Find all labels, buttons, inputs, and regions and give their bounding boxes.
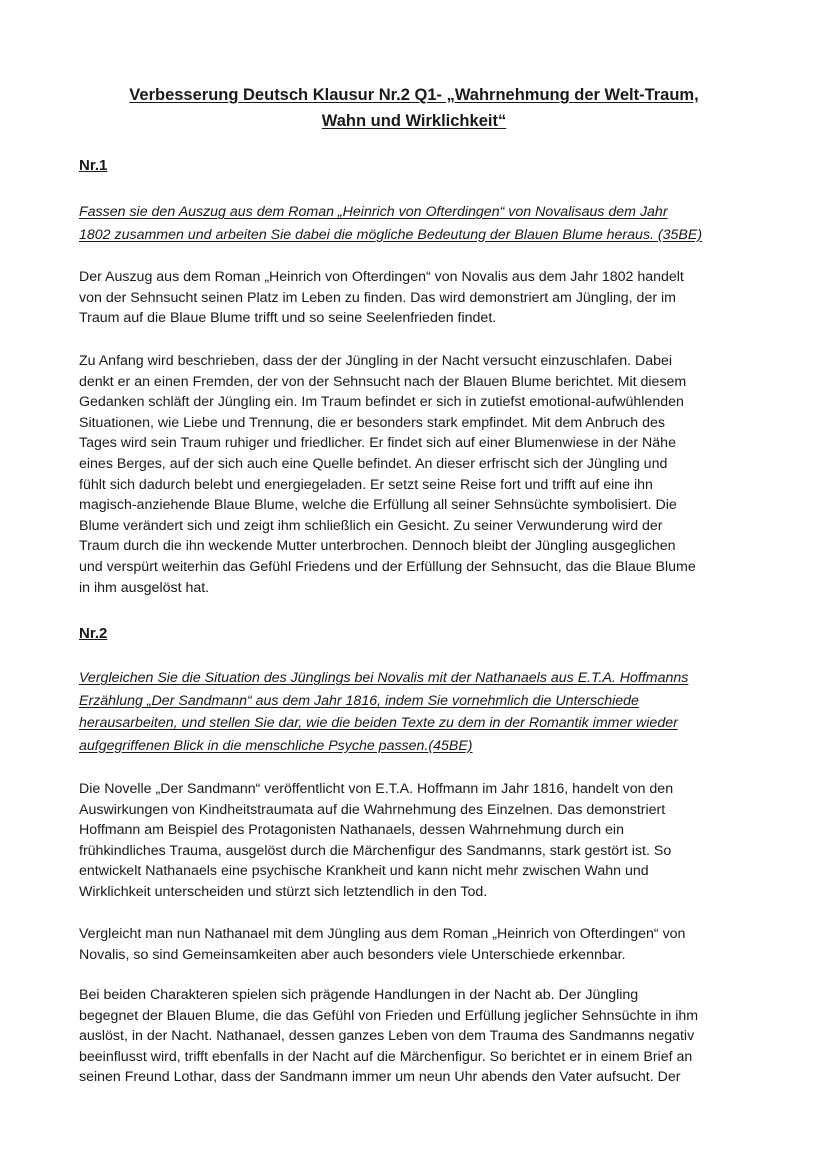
section-2-heading: Nr.2	[79, 625, 108, 642]
section-1-task: Fassen sie den Auszug aus dem Roman „Heinrich von Ofterdingen“ von Novalisaus dem Jahr 1802 zusammen und arbeiten Sie dabei die mögliche Bedeutung der Blauen Blume heraus. (35BE)	[79, 204, 703, 243]
document-title: Verbesserung Deutsch Klausur Nr.2 Q1- „Wahrnehmung der Welt-Traum, Wahn und Wirklichkeit“	[129, 86, 699, 130]
section-1-heading: Nr.1	[79, 157, 108, 174]
section-1-paragraph-1: Der Auszug aus dem Roman „Heinrich von Ofterdingen“ von Novalis aus dem Jahr 1802 handelt von der Sehnsucht seinen Platz im Leben zu finden. Das wird demonstriert am Jüngling, der im Traum auf die Blaue Blume trifft und so seine Seelenfrieden findet.	[79, 269, 684, 327]
section-1-paragraph-2: Zu Anfang wird beschrieben, dass der der Jüngling in der Nacht versucht einzuschlafen. Dabei denkt er an einen Fremden, der von der Sehnsucht nach der Blauen Blume berichtet. Mit diesem Gedanken schläft der Jüngling ein. Im Traum befindet er sich in zutiefst emotional-aufwühlenden Situationen, wie Liebe und Trennung, die er besonders stark empfindet. Mit dem Anbruch des Tages wird sein Traum ruhiger und friedlicher. Er findet sich auf einer Blumenwiese in der Nähe eines Berges, auf der sich auch eine Quelle befindet. An dieser erfrischt sich der Jüngling und fühlt sich dadurch belebt und energiegeladen. Er setzt seine Reise fort und trifft auf eine ihn magisch-anziehende Blaue Blume, welche die Erfüllung all seiner Sehnsüchte symbolisiert. Die Blume verändert sich und zeigt ihm schließlich ein Gesicht. Zu seiner Verwunderung wird der Traum durch die ihn weckende Mutter unterbrochen. Dennoch bleibt der Jüngling ausgeglichen und verspürt weiterhin das Gefühl Friedens und der Erfüllung der Sehnsucht, das die Blaue Blume in ihm ausgelöst hat.	[79, 353, 696, 596]
section-2-paragraph-2: Vergleicht man nun Nathanael mit dem Jüngling aus dem Roman „Heinrich von Ofterdingen“ von Novalis, so sind Gemeinsamkeiten aber auch besonders viele Unterschiede erkennbar.	[79, 926, 686, 963]
section-2-paragraph-3: Bei beiden Charakteren spielen sich prägende Handlungen in der Nacht ab. Der Jüngling begegnet der Blauen Blume, die das Gefühl von Frieden und Erfüllung jeglicher Sehnsüchte in ihm auslöst, in der Nacht. Nathanael, dessen ganzes Leben von dem Trauma des Sandmanns negativ beeinflusst wird, trifft ebenfalls in der Nacht auf die Märchenfigur. So berichtet er in einem Brief an seinen Freund Lothar, dass der Sandmann immer um neun Uhr abends den Vater aufsucht. Der	[79, 987, 699, 1086]
section-2-paragraph-1: Die Novelle „Der Sandmann“ veröffentlicht von E.T.A. Hoffmann im Jahr 1816, handelt von den Auswirkungen von Kindheitstraumata auf die Wahrnehmung des Einzelnen. Das demonstriert Hoffmann am Beispiel des Protagonisten Nathanaels, dessen Wahrnehmung durch ein frühkindliches Trauma, ausgelöst durch die Märchenfigur des Sandmanns, stark gestört ist. So entwickelt Nathanaels eine psychische Krankheit und kann nicht mehr zwischen Wahn und Wirklichkeit unterscheiden und stürzt sich letztendlich in den Tod.	[79, 781, 674, 900]
section-2-task: Vergleichen Sie die Situation des Jünglings bei Novalis mit der Nathanaels aus E.T.A. Hoffmanns Erzählung „Der Sandmann“ aus dem Jahr 1816, indem Sie vornehmlich die Unterschiede herausarbeiten, und stellen Sie dar, wie die beiden Texte zu dem in der Romantik immer wieder aufgegriffenen Blick in die menschliche Psyche passen.(45BE)	[79, 670, 689, 754]
